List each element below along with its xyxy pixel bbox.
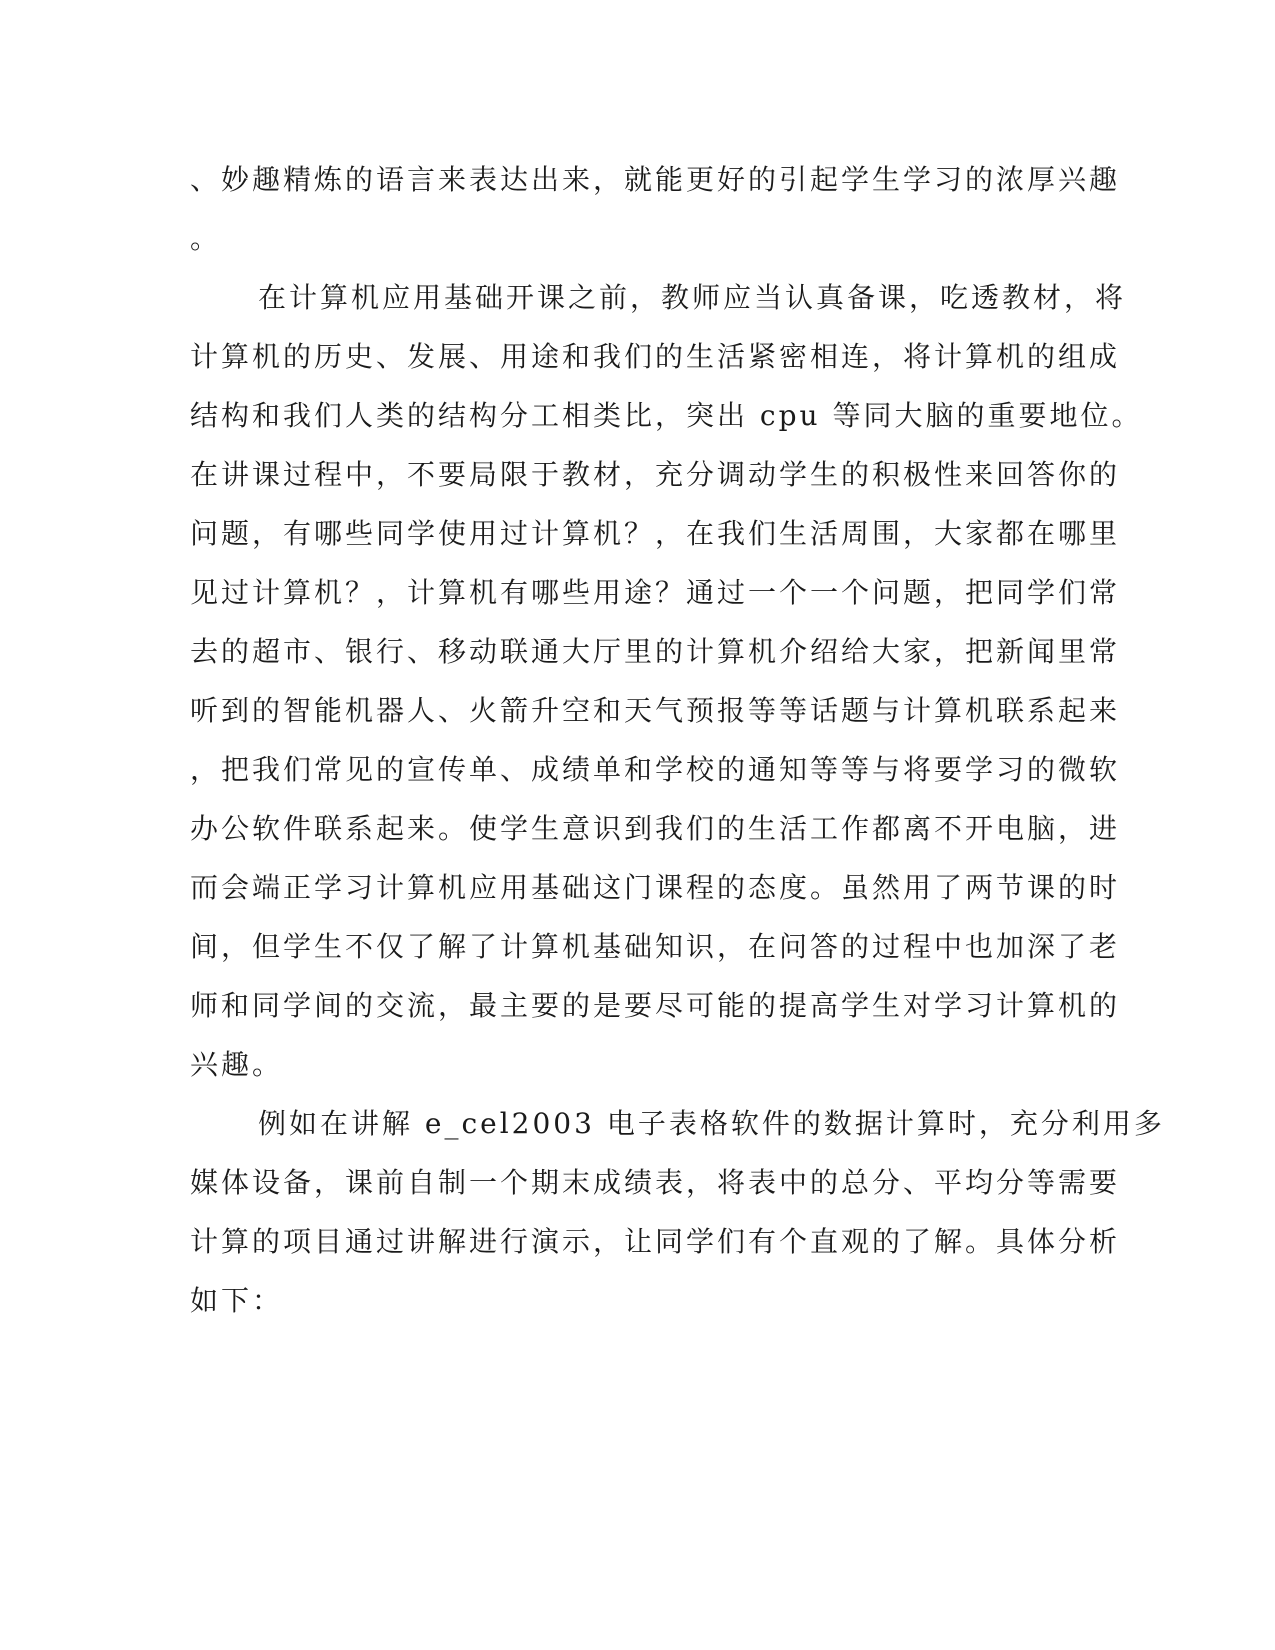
text-line-8: 见过计算机？，计算机有哪些用途？通过一个一个问题，把同学们常 bbox=[190, 576, 1121, 609]
text-line-9: 去的超市、银行、移动联通大厅里的计算机介绍给大家，把新闻里常 bbox=[190, 635, 1121, 668]
text-line-1: 、妙趣精炼的语言来表达出来，就能更好的引起学生学习的浓厚兴趣 bbox=[190, 163, 1121, 196]
text-line-11: ，把我们常见的宣传单、成绩单和学校的通知等等与将要学习的微软 bbox=[190, 753, 1121, 786]
text-line-16: 兴趣。 bbox=[190, 1048, 284, 1081]
text-line-19: 计算的项目通过讲解进行演示，让同学们有个直观的了解。具体分析 bbox=[190, 1225, 1121, 1258]
text-line-7: 问题，有哪些同学使用过计算机？，在我们生活周围，大家都在哪里 bbox=[190, 517, 1121, 550]
text-line-15: 师和同学间的交流，最主要的是要尽可能的提高学生对学习计算机的 bbox=[190, 989, 1121, 1022]
text-line-18: 媒体设备，课前自制一个期末成绩表，将表中的总分、平均分等需要 bbox=[190, 1166, 1121, 1199]
text-line-12: 办公软件联系起来。使学生意识到我们的生活工作都离不开电脑，进 bbox=[190, 812, 1121, 845]
text-line-3: 在计算机应用基础开课之前，教师应当认真备课，吃透教材，将 bbox=[258, 281, 1127, 314]
text-line-6: 在讲课过程中，不要局限于教材，充分调动学生的积极性来回答你的 bbox=[190, 458, 1121, 491]
text-line-5: 结构和我们人类的结构分工相类比，突出 cpu 等同大脑的重要地位。 bbox=[190, 399, 1143, 432]
text-line-14: 间，但学生不仅了解了计算机基础知识，在问答的过程中也加深了老 bbox=[190, 930, 1121, 963]
text-line-10: 听到的智能机器人、火箭升空和天气预报等等话题与计算机联系起来 bbox=[190, 694, 1121, 727]
text-line-2: 。 bbox=[190, 222, 222, 255]
text-line-13: 而会端正学习计算机应用基础这门课程的态度。虽然用了两节课的时 bbox=[190, 871, 1121, 904]
text-line-17: 例如在讲解 e_cel2003 电子表格软件的数据计算时，充分利用多 bbox=[258, 1107, 1165, 1140]
text-line-20: 如下： bbox=[190, 1284, 284, 1317]
text-line-4: 计算机的历史、发展、用途和我们的生活紧密相连，将计算机的组成 bbox=[190, 340, 1121, 373]
